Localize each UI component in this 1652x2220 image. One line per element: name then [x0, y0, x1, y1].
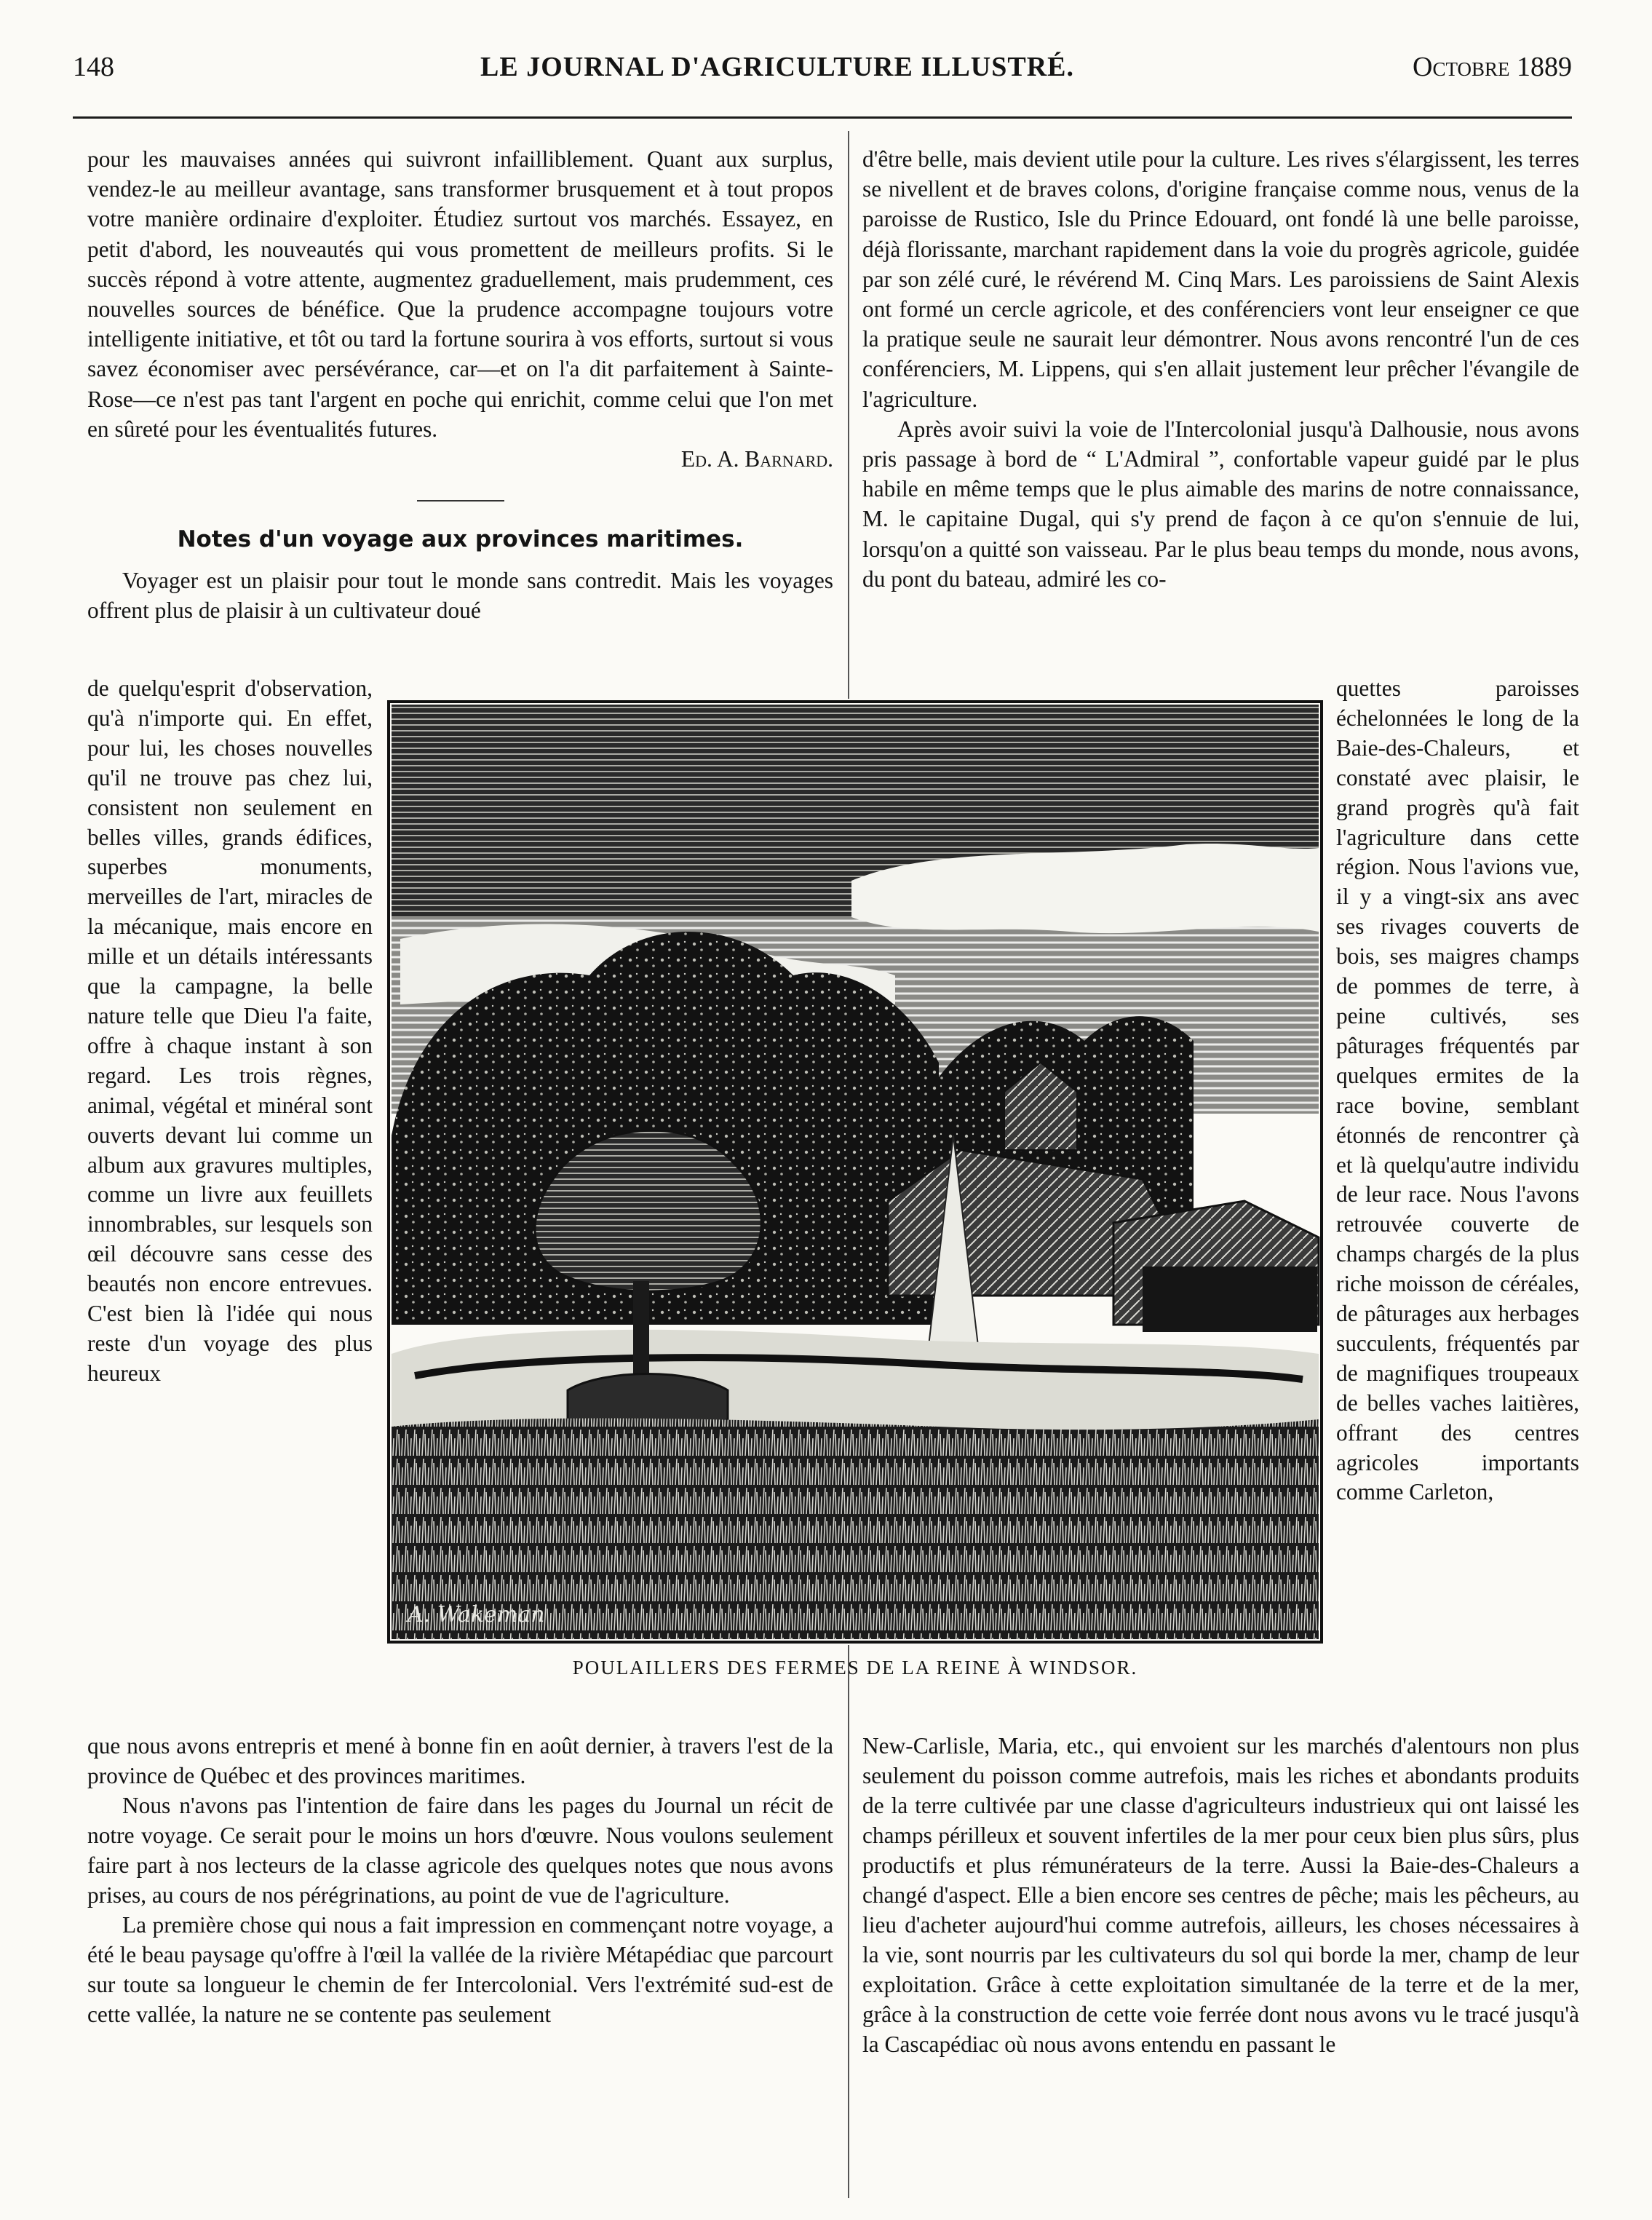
paragraph: Nous n'avons pas l'intention de faire dans les pages du Journal un récit de notre voyage. Ce serait pour le moins un hors d'œuvre. Nous voulons seulement faire part à nos lecteurs de la classe agricole des quelques notes que nous avons prises, au cours de nos pérégrinations, au point de vue de l'agriculture. [87, 1793, 833, 1908]
engraver-signature: A. Wakeman [408, 1602, 545, 1628]
section-divider [417, 500, 504, 502]
section-title: Notes d'un voyage aux provinces maritimes. [177, 526, 744, 553]
left-column-bottom [87, 1731, 833, 2029]
building-wall [1143, 1266, 1317, 1332]
right-column-top [862, 144, 1579, 594]
figure-caption: POULAILLERS DES FERMES DE LA REINE À WINDSOR. [572, 1657, 1138, 1678]
paragraph: Après avoir suivi la voie de l'Intercolonial jusqu'à Dalhousie, nous avons pris passage à bord de “ L'Admiral ”, confortable vapeur guidé par le plus habile en même temps que le plus aimable des marins de notre connaissance, M. le capitaine Dugal, qui s'y prend de façon à ce qu'on s'ennuie de lui, lorsqu'on a quitté son vaisseau. Par le plus beau temps du monde, nous avons, du pont du bateau, admiré les co- [862, 416, 1579, 592]
author-signature: Ed. A. Barnard. [680, 446, 833, 472]
engraving-illustration [386, 699, 1325, 1645]
right-column-bottom [862, 1731, 1579, 2059]
journal-title: LE JOURNAL D'AGRICULTURE ILLUSTRÉ. [480, 52, 1075, 82]
right-narrow-column: quettes paroisses échelonnées le long de la Baie-des-Chaleurs, et constaté avec plaisir, le grand progrès qu'à fait l'agriculture dans cette région. Nous l'avions vue, il y a vingt-six ans avec ses rivages couverts de bois, ses maigres champs de pommes de terre, à peine cultivés, ses pâturages fréquentés par quelques ermites de la race bovine, semblant étonnés de rencontrer çà et là quelqu'autre individu de leur race. Nous l'avons retrouvée couverte de champs chargés de la plus riche moisson de céréales, de pâturages aux herbages succulents, fréquentés par de magnifiques troupeaux de belles vaches laitières, offrant des centres agricoles importants comme Carleton, [1336, 675, 1579, 1505]
page-number: 148 [73, 52, 114, 82]
left-column-top [87, 144, 833, 626]
paragraph: d'être belle, mais devient utile pour la culture. Les rives s'élargissent, les terres se nivellent et de braves colons, d'origine française comme nous, venus de la paroisse de Rustico, Isle du Prince Edouard, ont fondé là une belle paroisse, déjà florissante, marchant rapidement dans la voie du progrès agricole, guidée par son zélé curé, le révérend M. Cinq Mars. Les paroissiens de Saint Alexis ont formé un cercle agricole, et des conférenciers vont leur enseigner ce que la pratique seule ne saurait leur démontrer. Nous avons rencontré l'un de ces conférenciers, M. Lippens, qui s'en allait justement leur prêcher l'évangile de l'agriculture. [862, 146, 1579, 412]
paragraph: New-Carlisle, Maria, etc., qui envoient sur les marchés d'alentours non plus seulement du poisson comme autrefois, mais les riches et abondants produits de la terre cultivée par une classe d'agriculteurs industrieux qui ont laissé les champs périlleux et souvent infertiles de la mer pour ceux bien plus sûrs, plus productifs et plus rémunérateurs de la terre. Aussi la Baie-des-Chaleurs a changé d'aspect. Elle a bien encore ses centres de pêche; mais les pêcheurs, au lieu d'acheter aujourd'hui comme autrefois, ailleurs, les choses nécessaires à la vie, sont nourris par les cultivateurs du sol qui borde la mer, champ de leur exploitation. Grâce à cette exploitation simultanée de la terre et de la mer, grâce à la construction de cette voie ferrée dont nous avons vu le tracé jusqu'à la Cascapédiac où nous avons entendu en passant le [862, 1733, 1579, 2057]
issue-date: Octobre 1889 [1413, 52, 1572, 82]
paragraph: Voyager est un plaisir pour tout le monde sans contredit. Mais les voyages offrent plus de plaisir à un cultivateur doué [87, 568, 833, 624]
running-header [73, 45, 1572, 89]
left-narrow-column: de quelqu'esprit d'observation, qu'à n'importe qui. En effet, pour lui, les choses nouvelles qu'il ne trouve pas chez lui, consistent non seulement en belles villes, grands édifices, superbes monuments, merveilles de l'art, miracles de la mécanique, mais encore en mille et un détails intéressants que la campagne, la belle nature telle que Dieu l'a faite, offre à chaque instant à son regard. Les trois règnes, animal, végétal et minéral sont ouverts devant lui comme un album aux gravures multiples, comme un livre aux feuillets innombrables, sur lesquels son œil découvre sans cesse des beautés non encore entrevues. C'est bien là l'idée qui nous reste d'un voyage des plus heureux [87, 675, 373, 1386]
tree-trunk [633, 1281, 649, 1383]
paragraph: que nous avons entrepris et mené à bonne fin en août dernier, à travers l'est de la province de Québec et des provinces maritimes. [87, 1733, 833, 1788]
header-rule [73, 116, 1572, 119]
paragraph: pour les mauvaises années qui suivront infailliblement. Quant aux surplus, vendez-le au meilleur avantage, sans transformer brusquement et à tout propos votre manière ordinaire d'exploiter. Étudiez surtout vos marchés. Essayez, en petit d'abord, les nouveautés qui vous promettent de meilleurs profits. Si le succès répond à votre attente, augmentez graduellement, mais prudemment, ces nouvelles sources de bénéfice. Que la prudence accompagne toujours votre intelligente initiative, et tôt ou tard la fortune sourira à vos efforts, surtout si vous savez économiser avec persévérance, car—et on l'a dit parfaitement à Sainte-Rose—ce n'est pas tant l'argent en poche qui enrichit, comme celui que l'on met en sûreté pour les éventualités futures. [87, 146, 833, 442]
paragraph: La première chose qui nous a fait impression en commençant notre voyage, a été le beau paysage qu'offre à l'œil la vallée de la rivière Métapédiac que parcourt sur toute sa longueur le chemin de fer Intercolonial. Vers l'extrémité sud-est de cette vallée, la nature ne se contente pas seulement [87, 1912, 833, 2027]
